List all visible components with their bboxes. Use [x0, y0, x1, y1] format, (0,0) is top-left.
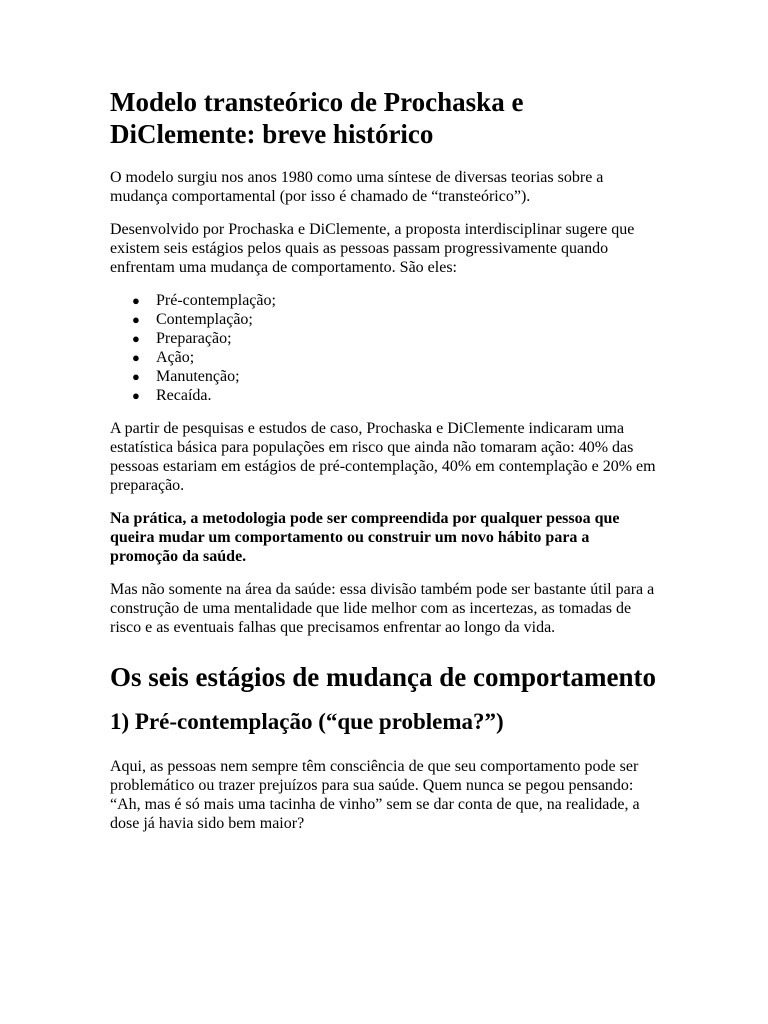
list-item — [132, 329, 660, 348]
list-item-text: Pré-contemplação; — [156, 292, 276, 309]
list-item — [132, 348, 660, 367]
bullet-icon: ● — [132, 312, 140, 327]
list-item-text: Ação; — [156, 349, 195, 366]
section-title: Os seis estágios de mudança de comportamento — [110, 662, 656, 692]
article-title: Modelo transteórico de Prochaska e DiClemente: breve histórico — [110, 87, 524, 149]
list-item — [132, 386, 660, 405]
bullet-icon: ● — [132, 388, 140, 403]
bullet-icon: ● — [132, 350, 140, 365]
bullet-icon: ● — [132, 293, 140, 308]
development-paragraph: Desenvolvido por Prochaska e DiClemente, a proposta interdisciplinar sugere que existem seis estágios pelos quais as pessoas passam progressivamente quando enfrentam uma mudança de comportamento. São eles: — [110, 221, 635, 276]
list-item-text: Manutenção; — [156, 368, 240, 385]
stages-list — [110, 291, 660, 405]
bold-paragraph: Na prática, a metodologia pode ser compreendida por qualquer pessoa que queira mudar um comportamento ou construir um novo hábito para a promoção da saúde. — [110, 510, 620, 565]
list-item — [132, 291, 660, 310]
mindset-paragraph: Mas não somente na área da saúde: essa divisão também pode ser bastante útil para a construção de uma mentalidade que lide melhor com as incertezas, as tomadas de risco e as eventuais falhas que precisamos enfrentar ao longo da vida. — [110, 581, 655, 636]
document-page — [110, 86, 660, 847]
list-item-text: Contemplação; — [156, 311, 253, 328]
list-item — [132, 367, 660, 386]
list-item-text: Preparação; — [156, 330, 232, 347]
list-item — [132, 310, 660, 329]
subsection-title: 1) Pré-contemplação (“que problema?”) — [110, 709, 504, 734]
bullet-icon: ● — [132, 369, 140, 384]
statistics-paragraph: A partir de pesquisas e estudos de caso, Prochaska e DiClemente indicaram uma estatística básica para populações em risco que ainda não tomaram ação: 40% das pessoas estariam em estágios de pré-contemplação, 40% em contemplação e 20% em preparação. — [110, 420, 656, 494]
list-item-text: Recaída. — [156, 387, 212, 404]
precontemplation-paragraph: Aqui, as pessoas nem sempre têm consciência de que seu comportamento pode ser problemático ou trazer prejuízos para sua saúde. Quem nunca se pegou pensando: “Ah, mas é só mais uma tacinha de vinho” sem se dar conta de que, na realidade, a dose já havia sido bem maior? — [110, 758, 640, 832]
bullet-icon: ● — [132, 331, 140, 346]
intro-paragraph: O modelo surgiu nos anos 1980 como uma síntese de diversas teorias sobre a mudança comportamental (por isso é chamado de “transteórico”). — [110, 169, 604, 205]
spacer — [110, 651, 660, 661]
